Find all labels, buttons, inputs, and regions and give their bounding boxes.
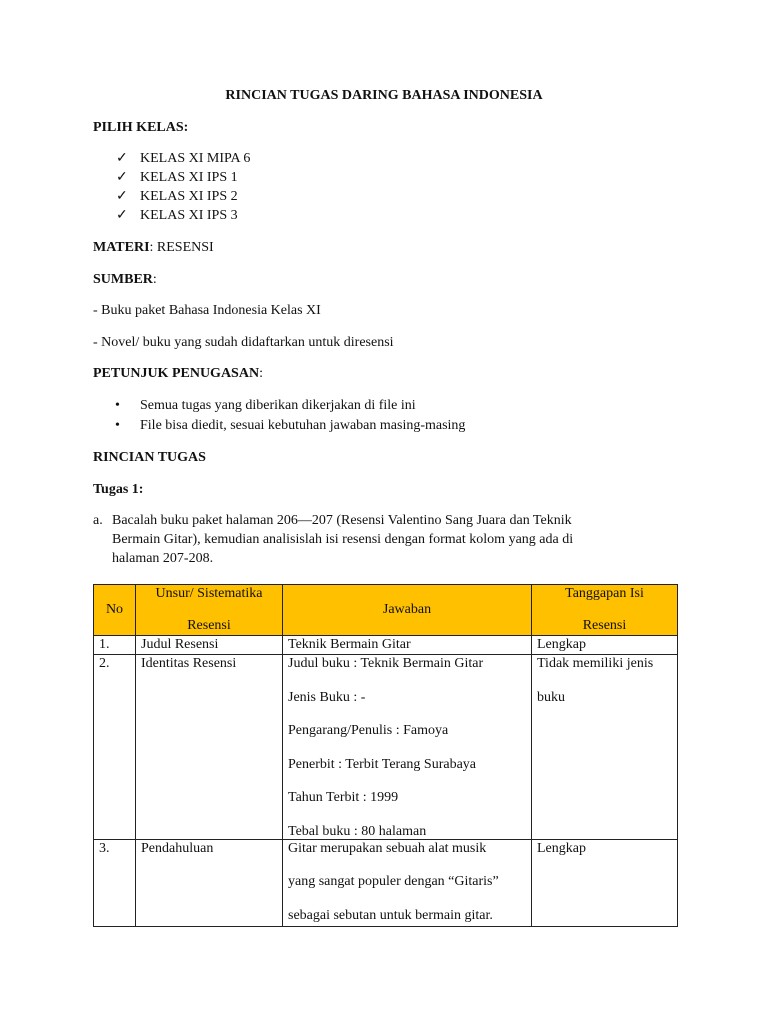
cell-jawaban — [283, 655, 532, 840]
sumber-colon: : — [152, 272, 157, 287]
cell-tanggapan — [532, 655, 678, 840]
sumber-item: - Buku paket Bahasa Indonesia Kelas XI — [93, 303, 321, 318]
tugas1-line: Bacalah buku paket halaman 206—207 (Resensi Valentino Sang Juara dan Teknik — [112, 513, 572, 528]
bullet-icon: • — [115, 418, 120, 433]
cell-no: 2. — [94, 655, 136, 840]
tugas1-line: Bermain Gitar), kemudian analisislah isi resensi dengan format kolom yang ada di — [112, 532, 574, 547]
petunjuk-label: PETUNJUK PENUGASAN — [93, 366, 260, 381]
cell-unsur: Judul Resensi — [136, 636, 283, 655]
list-marker: a. — [93, 513, 103, 528]
tugas1-line: halaman 207-208. — [112, 551, 214, 566]
cell-jawaban: Teknik Bermain Gitar — [283, 636, 532, 655]
pilih-kelas-label: PILIH KELAS: — [93, 120, 189, 135]
jawaban-line: Pengarang/Penulis : Famoya — [288, 723, 449, 738]
jawaban-line: Tebal buku : 80 halaman — [288, 823, 427, 839]
tanggapan-line: buku — [537, 689, 565, 705]
cell-tanggapan: Lengkap — [532, 636, 678, 655]
kelas-item: KELAS XI IPS 3 — [140, 208, 238, 223]
header-unsur-line2: Resensi — [187, 618, 231, 633]
tanggapan-line: Tidak memiliki jenis — [537, 656, 654, 671]
jawaban-line: sebagai sebutan untuk bermain gitar. — [288, 907, 493, 923]
jawaban-line: Gitar merupakan sebuah alat musik — [288, 840, 487, 856]
resensi-table — [93, 584, 678, 927]
petunjuk-item: Semua tugas yang diberikan dikerjakan di file ini — [140, 398, 416, 413]
bullet-icon: • — [115, 398, 120, 413]
table-row — [94, 655, 678, 840]
tugas1-label: Tugas 1: — [93, 482, 144, 497]
materi-value: : RESENSI — [149, 240, 214, 255]
header-unsur-line1: Unsur/ Sistematika — [155, 586, 263, 601]
rincian-heading: RINCIAN TUGAS — [93, 450, 206, 465]
sumber-label: SUMBER — [93, 272, 153, 287]
check-icon: ✓ — [116, 208, 128, 223]
page-title: RINCIAN TUGAS DARING BAHASA INDONESIA — [225, 88, 543, 103]
cell-unsur: Pendahuluan — [136, 839, 283, 926]
petunjuk-item: File bisa diedit, sesuai kebutuhan jawaban masing-masing — [140, 418, 466, 433]
header-jawaban: Jawaban — [283, 585, 532, 636]
petunjuk-colon: : — [259, 366, 263, 381]
header-tanggapan — [532, 585, 678, 636]
header-tanggapan-line2: Resensi — [582, 618, 627, 633]
sumber-item: - Novel/ buku yang sudah didaftarkan untuk diresensi — [93, 335, 394, 350]
cell-tanggapan: Lengkap — [532, 839, 678, 926]
kelas-item: KELAS XI MIPA 6 — [140, 151, 251, 166]
jawaban-line: Penerbit : Terbit Terang Surabaya — [288, 756, 477, 772]
header-no: No — [94, 585, 136, 636]
cell-unsur: Identitas Resensi — [136, 655, 283, 840]
cell-jawaban — [283, 839, 532, 926]
jawaban-line: Tahun Terbit : 1999 — [288, 790, 399, 805]
check-icon: ✓ — [116, 189, 128, 204]
kelas-item: KELAS XI IPS 1 — [140, 170, 238, 185]
cell-no: 1. — [94, 636, 136, 655]
check-icon: ✓ — [116, 170, 128, 185]
header-unsur — [136, 585, 283, 636]
materi-label: MATERI — [93, 240, 150, 255]
kelas-item: KELAS XI IPS 2 — [140, 189, 238, 204]
materi-line — [93, 239, 214, 257]
cell-no: 3. — [94, 839, 136, 926]
jawaban-line: Judul buku : Teknik Bermain Gitar — [288, 656, 484, 671]
table-row — [94, 839, 678, 926]
jawaban-line: Jenis Buku : - — [288, 689, 366, 705]
table-row — [94, 636, 678, 655]
jawaban-line: yang sangat populer dengan “Gitaris” — [288, 874, 499, 889]
check-icon: ✓ — [116, 151, 128, 166]
sumber-heading — [93, 271, 157, 289]
petunjuk-heading — [93, 365, 263, 383]
header-tanggapan-line1: Tanggapan Isi — [565, 586, 644, 601]
